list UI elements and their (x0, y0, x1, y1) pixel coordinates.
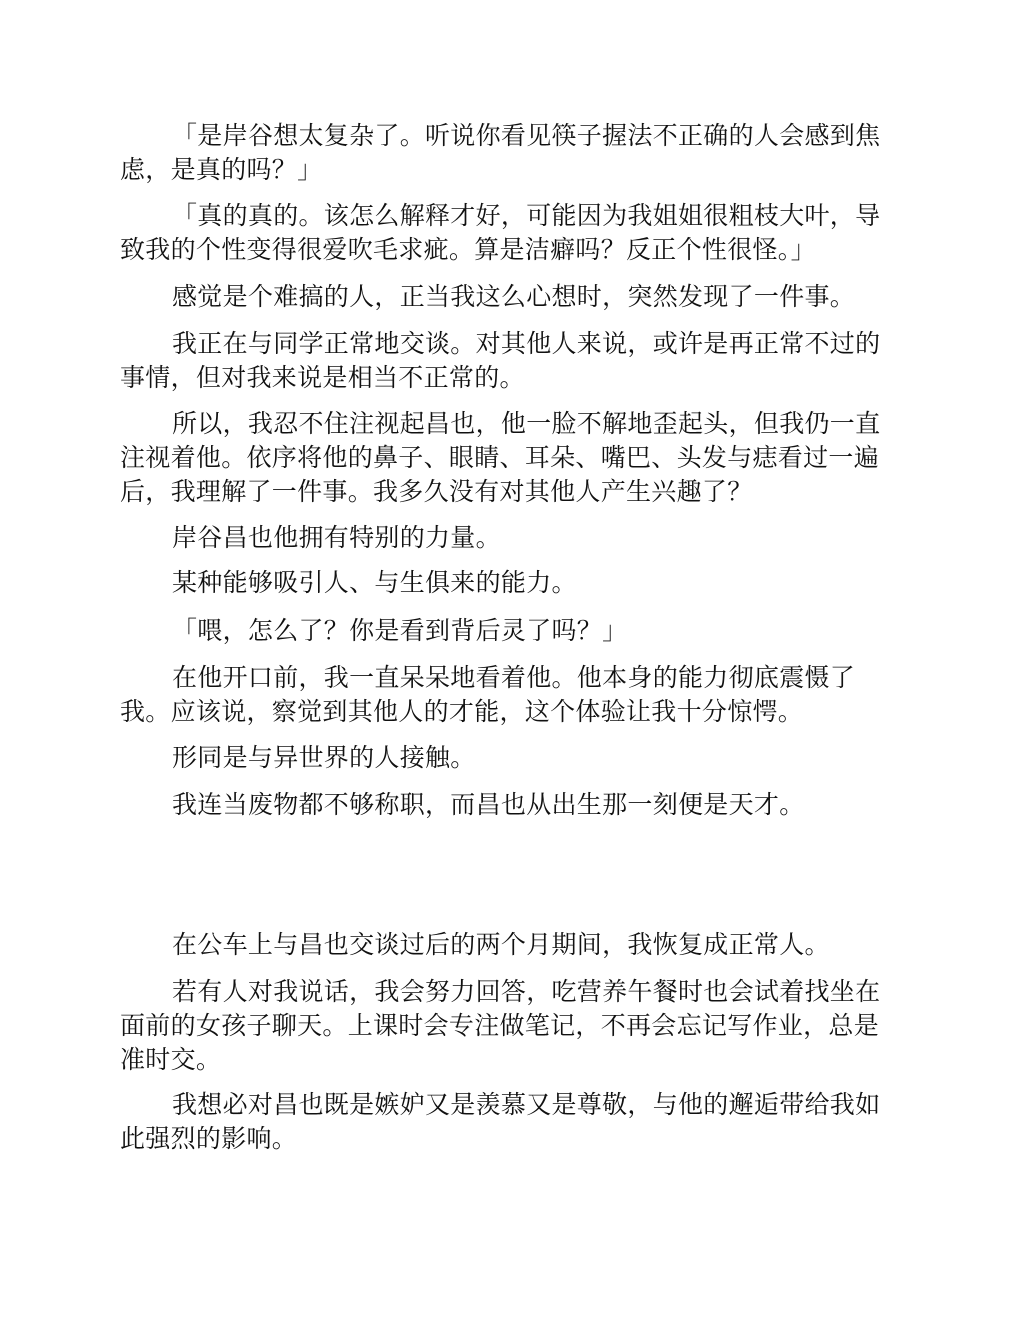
paragraph-6: 岸谷昌也他拥有特别的力量。 (172, 523, 501, 552)
paragraph-7: 某种能够吸引人、与生俱来的能力。 (172, 568, 577, 597)
paragraph-9: 在他开口前，我一直呆呆地看着他。他本身的能力彻底震慑了我。应该说，察觉到其他人的才能，这个体验让我十分惊愕。 (120, 663, 856, 726)
paragraph-3: 感觉是个难搞的人，正当我这么心想时，突然发现了一件事。 (172, 282, 856, 311)
paragraph-11: 我连当废物都不够称职，而昌也从出生那一刻便是天才。 (172, 790, 805, 819)
paragraph-2: 「真的真的。该怎么解释才好，可能因为我姐姐很粗枝大叶，导致我的个性变得很爱吹毛求疵。算是洁癖吗？反正个性很怪。」 (120, 201, 881, 264)
paragraph-12: 在公车上与昌也交谈过后的两个月期间，我恢复成正常人。 (172, 930, 830, 959)
paragraph-1: 「是岸谷想太复杂了。听说你看见筷子握法不正确的人会感到焦虑，是真的吗？」 (120, 121, 881, 184)
paragraph-10: 形同是与异世界的人接触。 (172, 743, 476, 772)
paragraph-5: 所以，我忍不住注视起昌也，他一脸不解地歪起头，但我仍一直注视着他。依序将他的鼻子、眼睛、耳朵、嘴巴、头发与痣看过一遍后，我理解了一件事。我多久没有对其他人产生兴趣了？ (120, 409, 881, 506)
paragraph-4: 我正在与同学正常地交谈。对其他人来说，或许是再正常不过的事情，但对我来说是相当不正常的。 (120, 329, 881, 392)
paragraph-13: 若有人对我说话，我会努力回答，吃营养午餐时也会试着找坐在面前的女孩子聊天。上课时会专注做笔记，不再会忘记写作业，总是准时交。 (120, 977, 881, 1074)
paragraph-8: 「喂，怎么了？你是看到背后灵了吗？」 (172, 616, 628, 645)
paragraph-14: 我想必对昌也既是嫉妒又是羡慕又是尊敬，与他的邂逅带给我如此强烈的影响。 (120, 1090, 881, 1153)
